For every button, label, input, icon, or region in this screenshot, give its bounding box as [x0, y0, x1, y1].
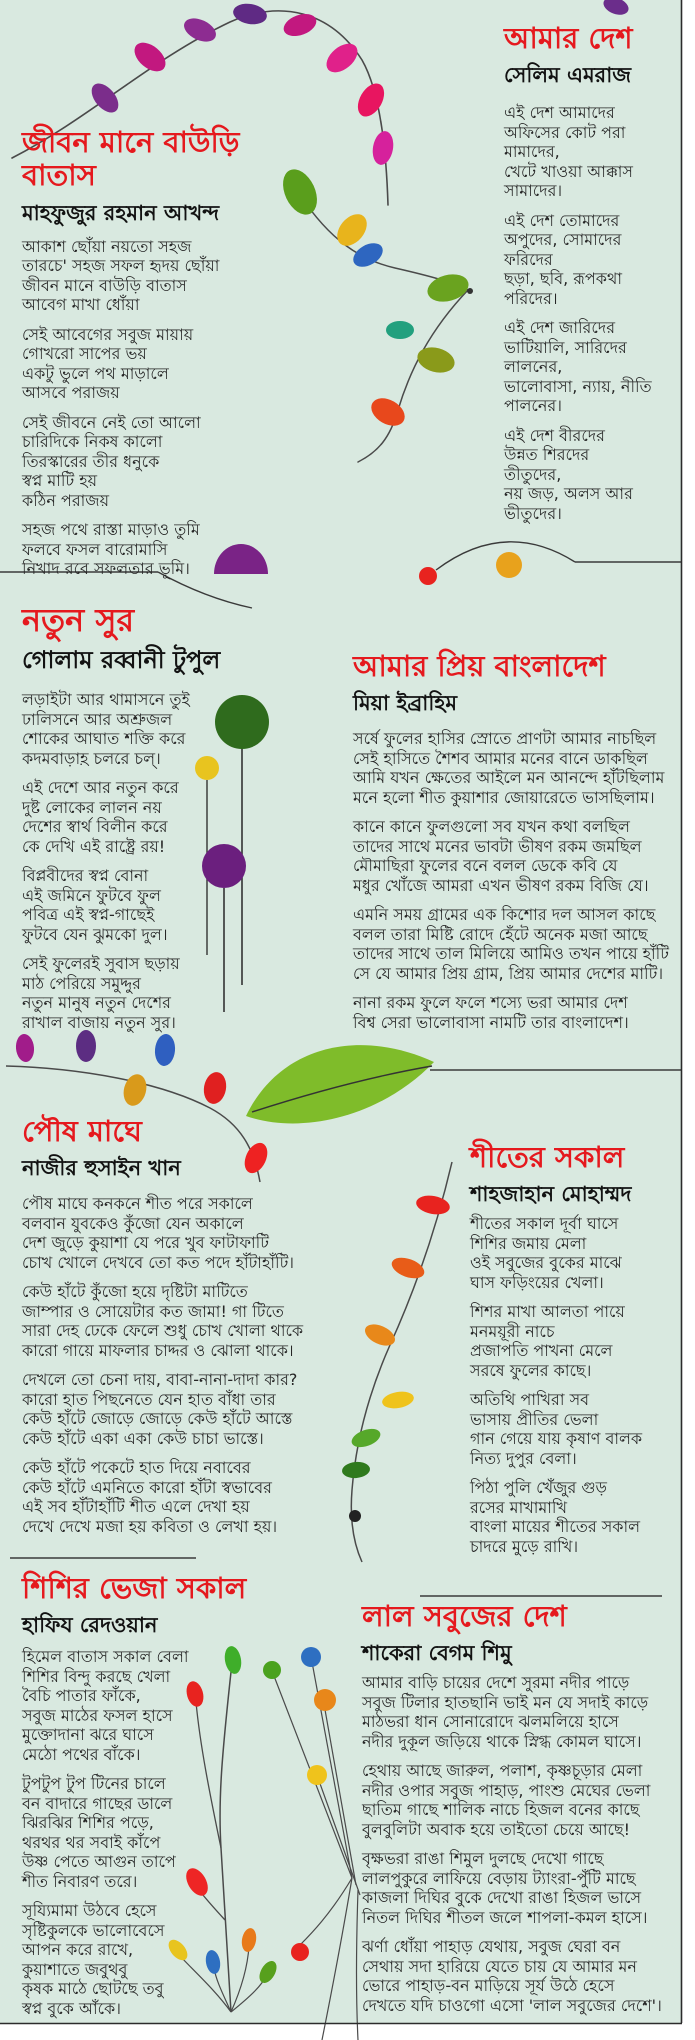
poem-line: কেউ হাঁটে একা একা কেউ চাচা ভাস্তে। — [22, 1428, 264, 1448]
poem-line: স্বপ্ন মাটি হয় — [22, 471, 98, 491]
poem-line: অপুদের, সোমাদের — [504, 230, 622, 250]
stanza — [362, 1937, 687, 2015]
poem-author: শাকেরা বেগম শিমু — [362, 1641, 512, 1666]
poem-line: প্রজাপতি পাখনা মেলে — [470, 1341, 613, 1361]
stanza — [22, 325, 292, 403]
poem-author: গোলাম রব্বানী টুপুল — [22, 645, 221, 674]
poem-body — [362, 1673, 687, 2015]
stanza — [22, 954, 272, 1032]
poem-body — [353, 729, 685, 1032]
poem-line: পৌষ মাঘে কনকনে শীত পরে সকালে — [22, 1194, 253, 1214]
poem-line: থরথর থর সবাই কাঁপে — [22, 1832, 161, 1852]
poem-line: সেথায় সদা হারিয়ে যেতে চায় যে আমার মন — [362, 1956, 637, 1976]
stanza — [22, 520, 292, 579]
poem-line: এই দেশে আর নতুন করে — [22, 778, 179, 798]
poem-line: বৈচি পাতার ফাঁকে, — [22, 1686, 141, 1706]
poem-line: নানা রকম ফুলে ফলে শস্যে ভরা আমার দেশ — [353, 993, 628, 1013]
poem-line: শোকের আঘাত শক্তি করে — [22, 729, 186, 749]
poem-line: বন বাদারে গাছের ডালে — [22, 1793, 173, 1813]
poem-line: রসের মাখামাখি — [470, 1497, 567, 1517]
poem-author: মিয়া ইব্রাহিম — [353, 691, 458, 716]
poem-line: অফিসের কোট পরা — [504, 122, 626, 142]
stanza — [470, 1214, 685, 1292]
stanza — [504, 318, 689, 416]
stanza — [362, 1761, 687, 1839]
poem-line: কে দেখি এই রাষ্ট্রে রয়! — [22, 836, 166, 856]
poem-line: মাঠভরা ধান সোনারোদে ঝলমলিয়ে হাসে — [362, 1712, 619, 1732]
poem-line: দেশ জুড়ে কুয়াশা যে পরে খুব ফাটাফাটি — [22, 1233, 269, 1253]
poem-line: একটু ভুলে পথ মাড়ালে — [22, 363, 169, 383]
poem-title: শীতের সকাল — [470, 1140, 625, 1174]
poem-line: আমার বাড়ি চায়ের দেশে সুরমা নদীর পাড়ে — [362, 1673, 630, 1693]
poem-line: এই দেশ তোমাদের — [504, 210, 620, 230]
poem-line: ছড়া, ছবি, রূপকথা — [504, 269, 622, 289]
poem-line: তিরস্কারের তীর ধনুকে — [22, 451, 160, 471]
poem-line: কেউ হাঁটে জোড়ে জোড়ে কেউ হাঁটে আস্তে — [22, 1409, 293, 1429]
poem-title: পৌষ মাঘে — [22, 1114, 142, 1148]
poem-line: বিপ্লবীদের স্বপ্ন বোনা — [22, 866, 149, 886]
poem-line: শিশর মাখা আলতা পায়ে — [470, 1302, 625, 1322]
poem-line: কানে কানে ফুলগুলো সব যখন কথা বলছিল — [353, 817, 630, 837]
poem-line: বৃক্ষভরা রাঙা শিমুল দুলছে দেখো গাছে — [362, 1849, 604, 1869]
poem-line: তীতুদের, — [504, 464, 562, 484]
poem-line: মেঠো পথের বাঁকে। — [22, 1744, 141, 1764]
poem-title: লাল সবুজের দেশ — [362, 1599, 567, 1633]
poem-line: সবুজ মাঠের ফসল হাসে — [22, 1705, 173, 1725]
poem-line: নিতল দিঘির শীতল জলে শাপলা-কমল হাসে। — [362, 1907, 648, 1927]
stanza — [22, 866, 272, 944]
poem-line: জীবন মানে বাউড়ি বাতাস — [22, 275, 187, 295]
poem-line: ভালোবাসা, ন্যায়, নীতি — [504, 376, 652, 396]
poem-line: সৃষ্টিকুলকে ভালোবেসে — [22, 1920, 165, 1940]
poem-line: চোখ খোলে দেখবে তো কত পদে হাঁটাহাঁটি। — [22, 1252, 295, 1272]
stanza — [22, 1282, 312, 1360]
poem-line: এমনি সময় গ্রামের এক কিশোর দল আসল কাছে — [353, 905, 656, 925]
poem-line: হিমেল বাতাস সকাল বেলা — [22, 1647, 189, 1667]
poem-line: হেথায় আছে জারুল, পলাশ, কৃষ্ণচূড়ার মেলা — [362, 1761, 643, 1781]
stanza — [353, 993, 685, 1032]
poem-line: ঝর্ণা ধোঁয়া পাহাড় যেথায়, সবুজ ঘেরা বন — [362, 1937, 621, 1957]
poem-shiter-sokal — [470, 1141, 685, 1566]
stanza — [22, 413, 292, 511]
poem-line: আমি যখন ক্ষেতের আইলে মন আনন্দে হাঁটছিলাম — [353, 768, 665, 788]
stanza — [22, 1194, 312, 1272]
poem-body — [470, 1214, 685, 1556]
poem-lal-sobujer-desh — [362, 1600, 687, 2025]
poem-line: দেশের স্বার্থ বিলীন করে — [22, 817, 168, 837]
poem-line: দেখতে যদি চাওগো এসো 'লাল সবুজের দেশে'। — [362, 1995, 662, 2015]
poem-line: শিশির বিন্দু করছে খেলা — [22, 1666, 171, 1686]
winter-flower-stem-icon — [341, 1162, 452, 1562]
poem-author: নাজীর হুসাইন খান — [22, 1156, 181, 1181]
poem-line: এই দেশ বীরদের — [504, 425, 605, 445]
poem-line: কাজলা দিঘির বুকে দেখো রাঙা হিজল ভাসে — [362, 1888, 642, 1908]
poem-line: নিখাদ রবে সফলতার ভূমি। — [22, 559, 190, 579]
poem-line: বাংলা মায়ের শীতের সকাল — [470, 1517, 641, 1537]
poem-line: কদমবাড়াহ় চলরে চল্। — [22, 748, 161, 768]
poem-line: কুয়াশাতে জবুথবু — [22, 1959, 128, 1979]
stanza — [22, 1774, 257, 1891]
stanza — [504, 103, 689, 201]
poem-line: মামাদের, — [504, 142, 560, 162]
poem-author: শাহজাহান মোহাম্মদ — [470, 1182, 632, 1207]
stanza — [470, 1302, 685, 1380]
poem-body — [504, 103, 689, 523]
stanza — [470, 1390, 685, 1468]
poem-line: জাম্পার ও সোয়েটার কত জামা! গা টিতে — [22, 1301, 284, 1321]
poem-line: সূয্যিমামা উঠবে হেসে — [22, 1901, 157, 1921]
leaf-divider-icon — [246, 1045, 681, 1123]
poem-title: আমার দেশ — [504, 21, 633, 55]
poem-author: মাহফুজুর রহমান আখন্দ — [22, 200, 220, 225]
poem-line: মনময়ূরী নাচে — [470, 1321, 555, 1341]
poem-line: আপন করে রাখে, — [22, 1940, 134, 1960]
stanza — [362, 1849, 687, 1927]
poem-line: শিশির জমায় মেলা — [470, 1233, 587, 1253]
poem-line: উষ্ণ পেতে আগুন তাপে — [22, 1852, 176, 1872]
poem-line: আসবে পরাজয় — [22, 383, 120, 403]
poem-line: নিত্য দুপুর বেলা। — [470, 1448, 577, 1468]
poem-line: কেউ হাঁটে এমনিতে কারো হাঁটা স্বভাবের — [22, 1477, 272, 1497]
poem-line: ঘাস ফড়িংয়ের খেলা। — [470, 1272, 604, 1292]
poem-title: নতুন সুর — [22, 601, 135, 639]
poem-line: সহজ পথে রাস্তা মাড়াও তুমি — [22, 520, 200, 540]
flower-bouquet-icon — [263, 1647, 360, 2040]
poem-line: এই জমিনে ফুটবে ফুল — [22, 885, 161, 905]
poem-line: টুপটুপ টুপ টিনের চালে — [22, 1774, 166, 1794]
poem-line: রাখাল বাজায় নতুন সুর। — [22, 1012, 176, 1032]
poem-line: লালপুকুরে লাফিয়ে বেড়ায় ট্যাংরা-পুঁটি মাছে — [362, 1868, 636, 1888]
poem-line: পালনের। — [504, 396, 562, 416]
stanza — [22, 237, 292, 315]
poem-line: স্বপ্ন বুকে আঁকে। — [22, 1998, 121, 2018]
poem-line: ছাতিম গাছে শালিক নাচে হিজল বনের কাছে — [362, 1800, 640, 1820]
poem-line: পবিত্র এই স্বপ্ন-গাছেই — [22, 905, 155, 925]
poem-line: মৌমাছিরা ফুলের বনে বলল ডেকে কবি যে — [353, 856, 618, 876]
stanza — [22, 778, 272, 856]
poem-body — [22, 1194, 312, 1536]
stanza — [362, 1673, 687, 1751]
poem-body — [22, 1647, 257, 2018]
poem-line: ভীতুদের। — [504, 503, 562, 523]
poem-line: সবুজ টিলার হাতছানি ভাই মন যে সদাই কাড়ে — [362, 1692, 649, 1712]
poem-line: এই দেশ জারিদের — [504, 318, 615, 338]
poem-line: বলল তারা মিষ্টি রোদে হেঁটে অনেক মজা আছে — [353, 924, 648, 944]
poem-line: উন্নত শিরদের — [504, 445, 590, 465]
poem-line: কেউ হাঁটে কুঁজো হয়ে দৃষ্টিটা মাটিতে — [22, 1282, 248, 1302]
poem-line: গোখরো সাপের ভয় — [22, 344, 147, 364]
poem-line: কারো হাত পিছনেতে যেন হাত বাঁধা তার — [22, 1389, 276, 1409]
poem-line: লালনের, — [504, 357, 563, 377]
poem-amar-priyo-bangladesh — [353, 650, 685, 1042]
poem-line: মুক্তোদানা ঝরে ঘাসে — [22, 1725, 154, 1745]
poem-line: কৃষক মাঠে ছোটছে তবু — [22, 1979, 164, 1999]
poem-line: কঠিন পরাজয় — [22, 490, 110, 510]
poem-line: নয় জড়, অলস আর — [504, 484, 633, 504]
poem-line: লড়াইটা আর থামাসনে তুই — [22, 690, 190, 710]
poem-title: আমার প্রিয় বাংলাদেশ — [353, 649, 606, 683]
poem-author: হাফিয রেদওয়ান — [22, 1613, 158, 1638]
poem-line: নতুন মানুষ নতুন দেশের — [22, 993, 171, 1013]
poem-line: ফলবে ফসল বারোমাসি — [22, 539, 168, 559]
stanza — [22, 1647, 257, 1764]
poem-line: ফরিদের — [504, 249, 553, 269]
poem-line: সরষে ফুলের কাছে। — [470, 1360, 592, 1380]
poem-title: জীবন মানে বাউড়ি বাতাস — [22, 125, 240, 193]
poem-line: ঝিরঝির শিশির পড়ে, — [22, 1813, 154, 1833]
poem-line: সামাদের। — [504, 181, 563, 201]
poem-line: এই দেশ আমাদের — [504, 103, 615, 123]
poem-jibon-mane-bauri-batas — [22, 126, 292, 589]
poem-line: সর্ষে ফুলের হাসির স্রোতে প্রাণটা আমার নাচছিল — [353, 729, 657, 749]
poem-body — [22, 690, 272, 1032]
poem-line: অতিথি পাখিরা সব — [470, 1390, 590, 1410]
poem-line: কেউ হাঁটে পকেটে হাত দিয়ে নবাবের — [22, 1458, 251, 1478]
poem-line: গান গেয়ে যায় কৃষাণ বালক — [470, 1429, 643, 1449]
poem-line: সারা দেহ ঢেকে ফেলে শুধু চোখ খোলা থাকে — [22, 1321, 304, 1341]
poem-line: শীতের সকাল দূর্বা ঘাসে — [470, 1214, 619, 1234]
stanza — [22, 690, 272, 768]
poem-line: ফুটবে যেন ঝুমকো দুল। — [22, 924, 168, 944]
poem-line: নদীর ওপার সবুজ পাহাড়, পাংশু মেঘের ভেলা — [362, 1780, 651, 1800]
poem-line: দেখে দেখে মজা হয় কবিতা ও লেখা হয়। — [22, 1516, 278, 1536]
poem-line: খেটে খাওয়া আক্কাস — [504, 161, 633, 181]
poem-line: কারো গায়ে মাফলার চাদ্দর ও ঝোলা থাকে। — [22, 1340, 294, 1360]
leaf-branch-mid-icon — [276, 164, 473, 462]
poem-line: আবেগ মাখা ধোঁয়া — [22, 295, 140, 315]
poem-line: ওই সবুজের বুকের মাঝে — [470, 1253, 622, 1273]
poem-line: শীত নিবারণ তরে। — [22, 1871, 138, 1891]
poem-line: চাদরে মুড়ে রাখি। — [470, 1536, 579, 1556]
poem-author: সেলিম এমরাজ — [504, 63, 632, 88]
poem-line: ভাটিয়ালি, সারিদের — [504, 337, 627, 357]
poem-line: আকাশ ছোঁয়া নয়তো সহজ — [22, 236, 192, 256]
poem-line: ভাসায় প্রীতির ভেলা — [470, 1409, 599, 1429]
poem-line: মনে হলো শীত কুয়াশার জোয়ারেতে ভাসছিলাম। — [353, 787, 655, 807]
poem-line: বুলবুলিটা অবাক হয়ে তাইতো চেয়ে আছে! — [362, 1819, 631, 1839]
poem-line: পরিদের। — [504, 288, 558, 308]
stanza — [353, 729, 685, 807]
poem-line: মধুর খোঁজে আমরা এখন ভীষণ রকম বিজি যে। — [353, 875, 649, 895]
stanza — [470, 1478, 685, 1556]
poem-line: সে যে আমার প্রিয় গ্রাম, প্রিয় আমার দেশের মাটি। — [353, 963, 664, 983]
poem-line: দেখলে তো চেনা দায়, বাবা-নানা-দাদা কার? — [22, 1370, 298, 1390]
poem-line: সেই জীবনে নেই তো আলো — [22, 412, 201, 432]
stanza — [504, 426, 689, 524]
poem-line: সেই আবেগের সবুজ মায়ায় — [22, 324, 194, 344]
poem-line: তাদের সাথে তাল মিলিয়ে আমিও তখন পায়ে হাঁটি — [353, 944, 669, 964]
stanza — [22, 1458, 312, 1536]
poem-shishir-bheja-sokal — [22, 1572, 257, 2028]
poem-line: তাদের সাথে মনের ভাবটা ভীষণ রকম জমছিল — [353, 836, 642, 856]
stanza — [22, 1901, 257, 2018]
poem-body — [22, 237, 292, 579]
poem-line: তারচে' সহজ সফল হৃদয় ছোঁয়া — [22, 256, 220, 276]
stanza — [22, 1370, 312, 1448]
poem-title: শিশির ভেজা সকাল — [22, 1571, 247, 1605]
poem-line: ঢালিসনে আর অশ্রুজল — [22, 709, 173, 729]
poem-line: মাঠ পেরিয়ে সমুদ্দুর — [22, 973, 141, 993]
poem-line: ভোরে পাহাড়-বন মাড়িয়ে সূর্য উঠে হেসে — [362, 1976, 615, 1996]
poem-line: চারিদিকে নিকষ কালো — [22, 432, 163, 452]
poem-notun-sur — [22, 602, 272, 1042]
poem-line: এই সব হাঁটাহাঁটি শীত এলে দেখা হয় — [22, 1497, 250, 1517]
poem-amar-desh — [504, 22, 689, 533]
stanza — [504, 211, 689, 309]
poem-poush-maghe — [22, 1115, 312, 1546]
poem-line: দুষ্ট লোকের লালন নয় — [22, 797, 162, 817]
poem-line: নদীর দুকূল জড়িয়ে থাকে স্নিগ্ধ কোমল ঘাসে। — [362, 1731, 642, 1751]
poem-line: বলবান যুবকেও কুঁজো যেন অকালে — [22, 1213, 244, 1233]
poem-line: সেই হাসিতে শৈশব আমার মনের বানে ডাকছিল — [353, 748, 648, 768]
stanza — [353, 817, 685, 895]
poem-line: সেই ফুলেরই সুবাস ছড়ায় — [22, 954, 180, 974]
poem-line: বিশ্ব সেরা ভালোবাসা নামটি তার বাংলাদেশ। — [353, 1012, 629, 1032]
poem-line: পিঠা পুলি খেঁজুর গুড় — [470, 1478, 607, 1498]
stanza — [353, 905, 685, 983]
